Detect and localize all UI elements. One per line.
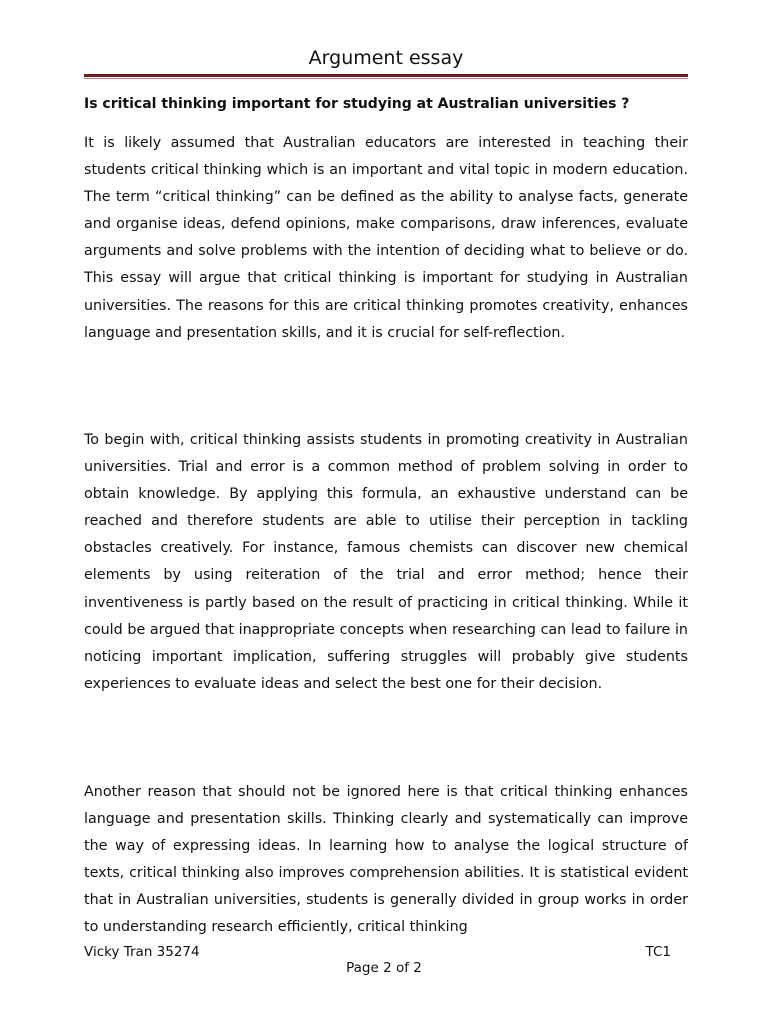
page-number: Page 2 of 2 — [346, 960, 422, 976]
footer-code: TC1 — [645, 944, 671, 960]
header-rule-thin — [84, 78, 688, 79]
paragraph-intro: It is likely assumed that Australian educators are interested in teaching their students critical thinking which is an important and vital topic in modern education. The term “critical thinking” can be defined as the ability to analyse facts, generate and organise ideas, defend opinions, make comparisons, draw inferences, evaluate arguments and solve problems with the intention of deciding what to believe or do. This essay will argue that critical thinking is important for studying in Australian universities. The reasons for this are critical thinking promotes creativity, enhances language and presentation skills, and it is crucial for self-reflection. — [84, 135, 688, 341]
footer-author: Vicky Tran 35274 — [84, 944, 200, 960]
document-title: Argument essay — [308, 47, 464, 69]
paragraph-creativity: To begin with, critical thinking assists students in promoting creativity in Australian universities. Trial and error is a common method of problem solving in order to obtain knowledge. By applying this formula, an exhaustive understand can be reached and therefore students are able to utilise their perception in tackling obstacles creatively. For instance, famous chemists can discover new chemical elements by using reiteration of the trial and error method; hence their inventiveness is partly based on the result of practicing in critical thinking. While it could be argued that inappropriate concepts when researching can lead to failure in noticing important implication, suffering struggles will probably give students experiences to evaluate ideas and select the best one for their decision. — [84, 432, 688, 692]
paragraph-language: Another reason that should not be ignored here is that critical thinking enhances language and presentation skills. Thinking clearly and systematically can improve the way of expressing ideas. In learning how to analyse the logical structure of texts, critical thinking also improves comprehension abilities. It is statistical evident that in Australian universities, students is generally divided in group works in order to understanding research efficiently, critical thinking — [84, 784, 688, 936]
essay-question: Is critical thinking important for studying at Australian universities ? — [84, 96, 630, 112]
header-rule — [84, 74, 688, 77]
